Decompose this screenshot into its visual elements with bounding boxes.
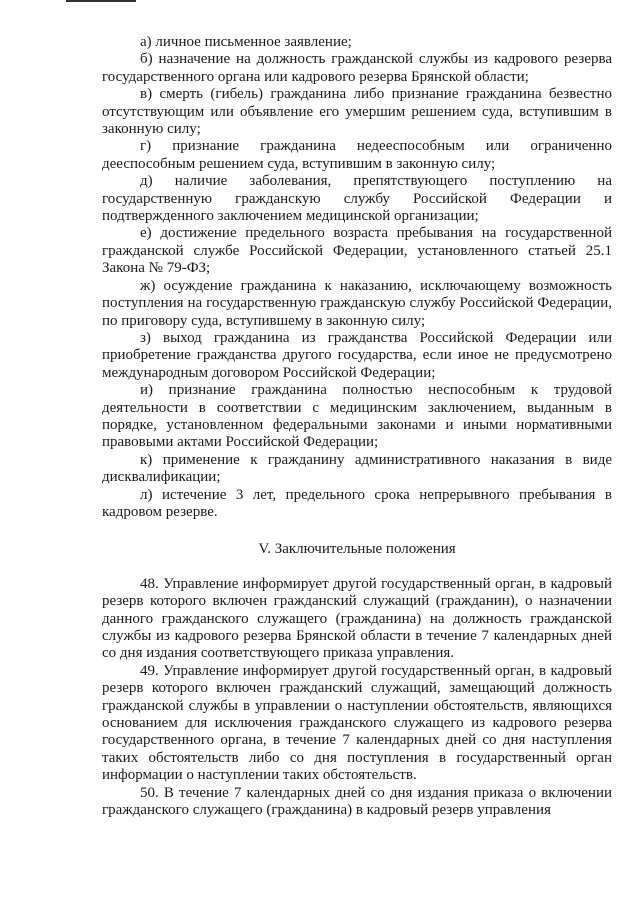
- list-item-zh: ж) осуждение гражданина к наказанию, исключающему возможность поступления на государственную гражданскую службу Российской Федерации, по приговору суда, вступившему в законную силу;: [102, 277, 612, 329]
- list-item-k: к) применение к гражданину административного наказания в виде дисквалификации;: [102, 451, 612, 486]
- list-item-i: и) признание гражданина полностью неспособным к трудовой деятельности в соответствии с медицинским заключением, выданным в порядке, установленном федеральными законами и иными нормативными правовыми актами Российской Федерации;: [102, 382, 612, 451]
- top-rule: [66, 0, 136, 2]
- paragraph-49: 49. Управление информирует другой государственный орган, в кадровый резерв которого включен гражданский служащий, замещающий должность гражданской службы в управлении о наступлении обстоятельств, являющихся основанием для исключения гражданского служащего из кадрового резерва государственного органа, в течение 7 календарных дней со дня наступления таких обстоятельств либо со дня поступления в государственный орган информации о наступлении таких обстоятельств.: [102, 662, 612, 784]
- document-page: [102, 26, 612, 819]
- list-item-d: д) наличие заболевания, препятствующего поступлению на государственную гражданскую службу Российской Федерации и подтвержденного заключением медицинской организации;: [102, 173, 612, 225]
- list-item-a: а) личное письменное заявление;: [140, 34, 352, 50]
- paragraph-50: 50. В течение 7 календарных дней со дня издания приказа о включении гражданского служащего (гражданина) в кадровый резерв управления: [102, 784, 612, 819]
- list-item-g: г) признание гражданина недееспособным или ограниченно дееспособным решением суда, вступившим в законную силу;: [102, 138, 612, 172]
- list-item-l: л) истечение 3 лет, предельного срока непрерывного пребывания в кадровом резерве.: [102, 486, 612, 520]
- list-item-v: в) смерть (гибель) гражданина либо признание гражданина безвестно отсутствующим или объявление его умершим решением суда, вступившим в законную силу;: [102, 86, 612, 138]
- paragraph-48: 48. Управление информирует другой государственный орган, в кадровый резерв которого включен гражданский служащий (гражданин), о назначении данного гражданского служащего (гражданина) на должность гражданской службы из кадрового резерва Брянской области в течение 7 календарных дней со дня издания соответствующего приказа управления.: [102, 575, 612, 662]
- list-item-e: е) достижение предельного возраста пребывания на государственной гражданской службе Российской Федерации, установленного статьей 25.1 Закона № 79-ФЗ;: [102, 225, 612, 277]
- section-heading: V. Заключительные положения: [258, 541, 456, 558]
- list-item-b: б) назначение на должность гражданской службы из кадрового резерва государственного органа или кадрового резерва Брянской области;: [102, 51, 612, 85]
- list-item-z: з) выход гражданина из гражданства Российской Федерации или приобретение гражданства другого государства, если иное не предусмотрено международным договором Российской Федерации;: [102, 329, 612, 381]
